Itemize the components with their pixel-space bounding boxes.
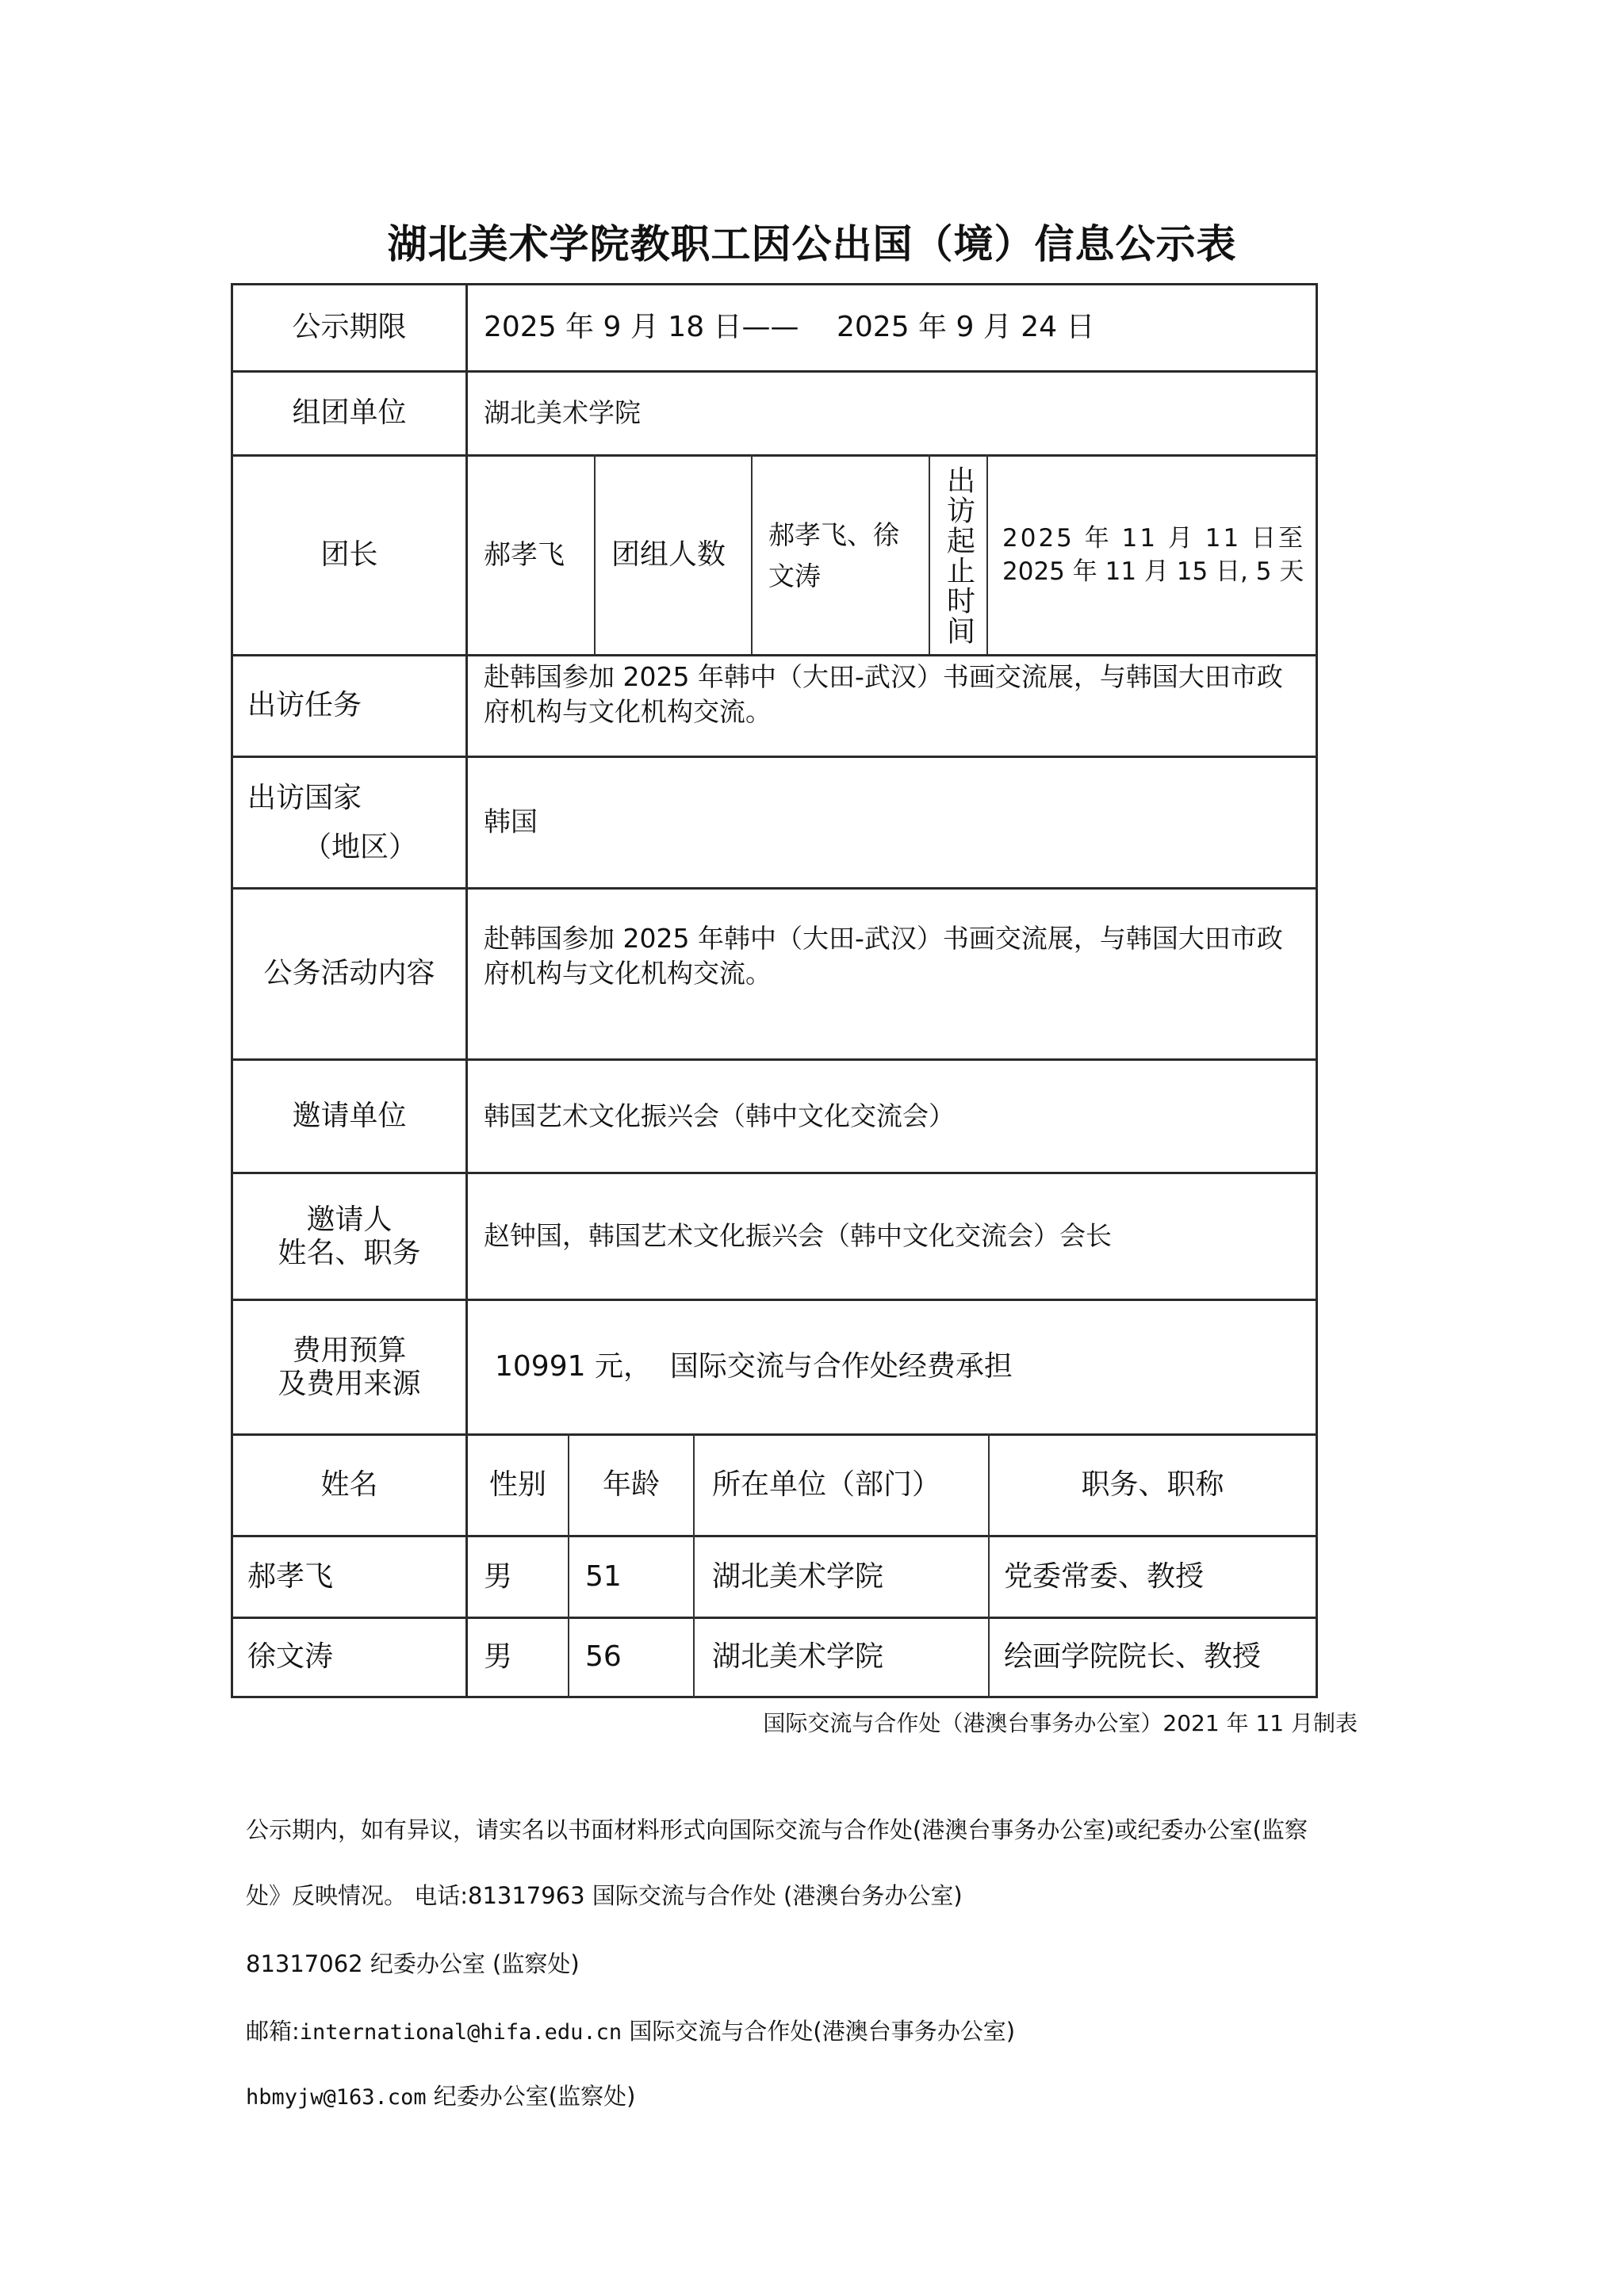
activity-label [233, 890, 465, 1058]
notice-line-5 [246, 2079, 635, 2111]
leader-label [233, 457, 465, 654]
header-name [233, 1436, 465, 1535]
task-value [468, 656, 1316, 756]
header-gender [468, 1436, 568, 1535]
header-title-text: 职务、职称 [1081, 1468, 1224, 1502]
member-age-text: 56 [585, 1640, 622, 1674]
members-count-label [596, 457, 751, 654]
notice-line-2: 处》反映情况。 电话:81317963 国际交流与合作处 (港澳台务办公室) [246, 1882, 963, 1909]
budget-label-line1: 费用预算 [292, 1334, 407, 1368]
member-department [695, 1537, 988, 1617]
member-department-text: 湖北美术学院 [712, 1640, 884, 1674]
country-value [468, 758, 1316, 887]
leader-label-text: 团长 [320, 538, 378, 572]
member-gender [468, 1537, 568, 1617]
period-label [233, 285, 465, 370]
inviter-org-label-text: 邀请单位 [292, 1099, 407, 1132]
country-value-text: 韩国 [484, 806, 538, 838]
inviter-org-value [468, 1061, 1316, 1172]
notice-line-4 [246, 2014, 1015, 2046]
org-value-text: 湖北美术学院 [484, 397, 641, 429]
visit-dates-line1: 2025 年 11 月 11 日至 [1002, 523, 1306, 553]
inviter-label-line1: 邀请人 [306, 1203, 393, 1237]
visit-dates-label [930, 457, 986, 654]
international-office-name: 国际交流与合作处(港澳台事务办公室) [622, 2018, 1016, 2045]
country-label-line1: 出访国家 [247, 782, 362, 815]
member-age-text: 51 [585, 1559, 622, 1593]
member-age [569, 1537, 693, 1617]
activity-value-text: 赴韩国参加 2025 年韩中（大田-武汉）书画交流展，与韩国大田市政府机构与文化机构交流。 [484, 923, 1283, 989]
member-age [569, 1619, 693, 1696]
task-label-text: 出访任务 [247, 689, 362, 722]
budget-value-text: 10991 元， 国际交流与合作处经费承担 [495, 1350, 1013, 1383]
activity-label-text: 公务活动内容 [263, 957, 435, 990]
inviter-org-value-text: 韩国艺术文化振兴会（韩中文化交流会） [484, 1100, 955, 1131]
member-title [990, 1619, 1316, 1696]
leader-value-text: 郝孝飞 [484, 538, 565, 571]
member-title-text: 绘画学院院长、教授 [1004, 1640, 1262, 1674]
header-gender-text: 性别 [488, 1468, 546, 1502]
inviter-label-line2: 姓名、职务 [278, 1236, 421, 1269]
member-gender-text: 男 [484, 1559, 513, 1593]
member-title [990, 1537, 1316, 1617]
budget-value [468, 1301, 1316, 1433]
page-title: 湖北美术学院教职工因公出国（境）信息公示表 [387, 221, 1237, 267]
member-title-text: 党委常委、教授 [1004, 1559, 1205, 1593]
table-border-right [1316, 283, 1318, 1698]
international-email-link[interactable]: international@hifa.edu.cn [299, 2020, 622, 2045]
org-label [233, 373, 465, 454]
member-name-text: 郝孝飞 [247, 1559, 334, 1593]
period-value [468, 285, 1316, 370]
budget-label [233, 1301, 465, 1433]
activity-value [468, 890, 1316, 1058]
header-name-text: 姓名 [320, 1468, 378, 1502]
visit-dates-line2: 2025 年 11 月 15 日, 5 天 [1002, 557, 1304, 586]
member-department-text: 湖北美术学院 [712, 1559, 884, 1593]
member-gender [468, 1619, 568, 1696]
org-label-text: 组团单位 [292, 396, 407, 430]
member-department [695, 1619, 988, 1696]
leader-value [468, 457, 594, 654]
members-count-value [753, 457, 929, 654]
period-value-text: 2025 年 9 月 18 日—— 2025 年 9 月 24 日 [484, 311, 1095, 344]
org-value [468, 373, 1316, 454]
form-footer-note: 国际交流与合作处（港澳台事务办公室）2021 年 11 月制表 [763, 1710, 1358, 1736]
members-count-label-text: 团组人数 [611, 538, 726, 572]
budget-label-line2: 及费用来源 [278, 1367, 421, 1400]
member-name [233, 1537, 465, 1617]
period-label-text: 公示期限 [292, 311, 407, 344]
email-label: 邮箱: [246, 2018, 300, 2045]
header-department-text: 所在单位（部门） [712, 1468, 941, 1502]
header-age-text: 年龄 [602, 1468, 660, 1502]
inviter-value-text: 赵钟国，韩国艺术文化振兴会（韩中文化交流会）会长 [484, 1220, 1112, 1252]
notice-line-1: 公示期内，如有异议，请实名以书面材料形式向国际交流与合作处(港澳台事务办公室)或纪委办公室(监察 [246, 1816, 1308, 1843]
table-border-bottom [231, 1696, 1318, 1698]
members-count-value-text: 郝孝飞、徐文涛 [768, 519, 899, 591]
header-title [990, 1436, 1316, 1535]
member-name [233, 1619, 465, 1696]
discipline-office-name: 纪委办公室(监察处) [426, 2083, 636, 2110]
inviter-label [233, 1174, 465, 1299]
task-label [233, 656, 465, 756]
notice-line-3: 81317062 纪委办公室 (监察处) [246, 1950, 580, 1977]
discipline-email-link[interactable]: hbmyjw@163.com [246, 2085, 427, 2110]
member-gender-text: 男 [484, 1640, 513, 1674]
inviter-org-label [233, 1061, 465, 1172]
visit-dates-label-text: 出访起止时间 [942, 465, 975, 646]
header-department [695, 1436, 988, 1535]
header-age [569, 1436, 693, 1535]
member-name-text: 徐文涛 [247, 1640, 334, 1674]
task-value-text: 赴韩国参加 2025 年韩中（大田-武汉）书画交流展，与韩国大田市政府机构与文化机构交流。 [484, 661, 1283, 727]
country-label-line2: （地区） [303, 830, 418, 863]
country-label [233, 758, 465, 887]
visit-dates-value [988, 457, 1316, 654]
inviter-value [468, 1174, 1316, 1299]
